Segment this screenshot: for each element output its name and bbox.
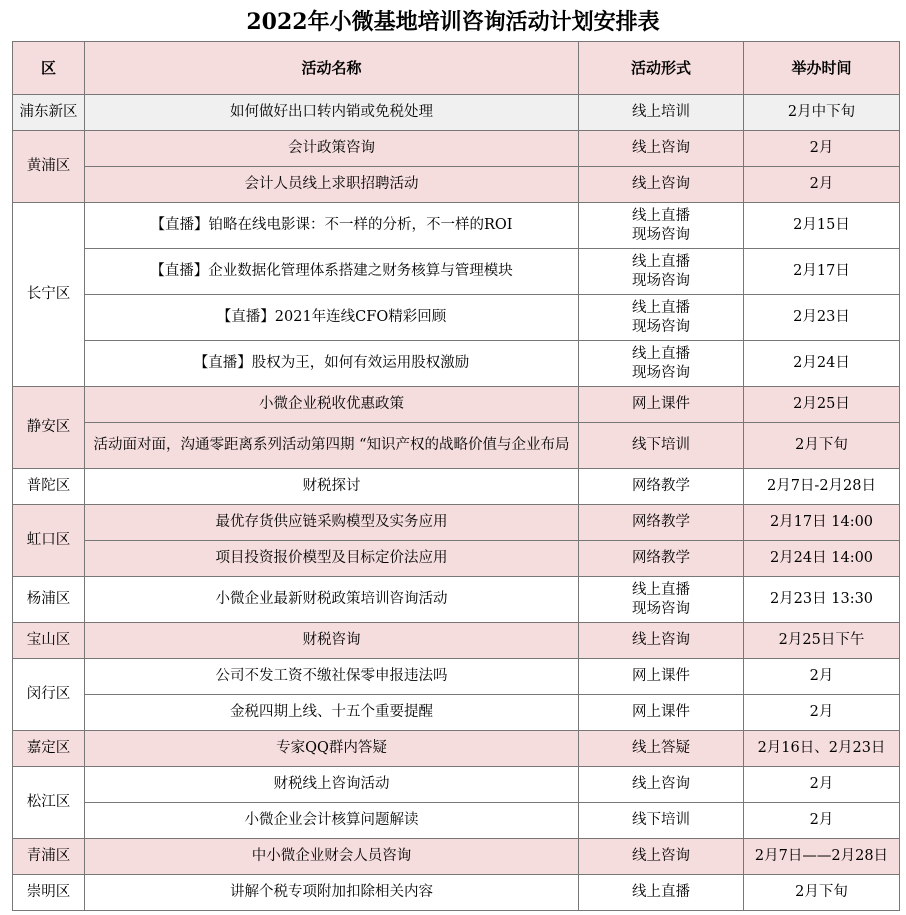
activity-name-cell: 讲解个税专项附加扣除相关内容	[85, 875, 579, 911]
table-row	[13, 423, 900, 469]
header-row	[13, 42, 900, 95]
time-cell: 2月	[744, 695, 900, 731]
district-cell: 浦东新区	[13, 95, 85, 131]
table-row	[13, 167, 900, 203]
table-row	[13, 623, 900, 659]
time-cell: 2月	[744, 659, 900, 695]
header-activity-name: 活动名称	[85, 42, 579, 95]
activity-form-line: 现场咨询	[632, 318, 690, 335]
district-cell: 静安区	[13, 387, 85, 469]
activity-form-cell: 线上答疑	[579, 731, 744, 767]
time-cell: 2月16日、2月23日	[744, 731, 900, 767]
table-row	[13, 341, 900, 387]
activity-name-cell: 活动面对面，沟通零距离系列活动第四期 “知识产权的战略价值与企业布局	[85, 423, 579, 469]
district-cell: 杨浦区	[13, 577, 85, 623]
activity-name-cell: 财税探讨	[85, 469, 579, 505]
table-row	[13, 469, 900, 505]
district-cell: 松江区	[13, 767, 85, 839]
table-row	[13, 295, 900, 341]
activity-name-cell: 如何做好出口转内销或免税处理	[85, 95, 579, 131]
activity-name-cell: 【直播】股权为王，如何有效运用股权激励	[85, 341, 579, 387]
activity-form-cell: 网上课件	[579, 387, 744, 423]
activity-form-cell: 线上咨询	[579, 131, 744, 167]
time-cell: 2月7日-2月28日	[744, 469, 900, 505]
activity-form-cell: 线上咨询	[579, 767, 744, 803]
activity-name-cell: 【直播】企业数据化管理体系搭建之财务核算与管理模块	[85, 249, 579, 295]
header-time: 举办时间	[744, 42, 900, 95]
district-cell: 黄浦区	[13, 131, 85, 203]
time-cell: 2月中下旬	[744, 95, 900, 131]
activity-name-cell: 小微企业最新财税政策培训咨询活动	[85, 577, 579, 623]
activity-name-cell: 中小微企业财会人员咨询	[85, 839, 579, 875]
header-district: 区	[13, 42, 85, 95]
time-cell: 2月17日	[744, 249, 900, 295]
time-cell: 2月24日 14:00	[744, 541, 900, 577]
activity-name-cell: 小微企业税收优惠政策	[85, 387, 579, 423]
time-cell: 2月15日	[744, 203, 900, 249]
district-cell: 普陀区	[13, 469, 85, 505]
activity-form-cell: 网络教学	[579, 505, 744, 541]
time-cell: 2月	[744, 131, 900, 167]
activity-form-cell: 网络教学	[579, 469, 744, 505]
table-row	[13, 505, 900, 541]
activity-form-cell: 线上咨询	[579, 839, 744, 875]
activity-name-cell: 会计政策咨询	[85, 131, 579, 167]
activity-form-line: 线上直播	[632, 253, 690, 270]
activity-form-line: 现场咨询	[632, 364, 690, 381]
table-row	[13, 387, 900, 423]
activity-form-line: 线上直播	[632, 207, 690, 224]
activity-form-cell: 线上直播	[579, 875, 744, 911]
time-cell: 2月23日	[744, 295, 900, 341]
header-activity-form: 活动形式	[579, 42, 744, 95]
table-row	[13, 875, 900, 911]
activity-name-cell: 金税四期上线、十五个重要提醒	[85, 695, 579, 731]
table-row	[13, 541, 900, 577]
table-row	[13, 249, 900, 295]
table-row	[13, 131, 900, 167]
table-row	[13, 659, 900, 695]
district-cell: 嘉定区	[13, 731, 85, 767]
time-cell: 2月下旬	[744, 423, 900, 469]
time-cell: 2月	[744, 803, 900, 839]
time-cell: 2月24日	[744, 341, 900, 387]
activity-name-cell: 【直播】2021年连线CFO精彩回顾	[85, 295, 579, 341]
activity-form-cell: 线上咨询	[579, 167, 744, 203]
table-row	[13, 731, 900, 767]
activity-name-cell: 财税咨询	[85, 623, 579, 659]
time-cell: 2月7日——2月28日	[744, 839, 900, 875]
activity-name-cell: 会计人员线上求职招聘活动	[85, 167, 579, 203]
activity-form-cell: 网上课件	[579, 695, 744, 731]
table-row	[13, 803, 900, 839]
time-cell: 2月25日	[744, 387, 900, 423]
activity-form-line: 线上直播	[632, 581, 690, 598]
activity-name-cell: 项目投资报价模型及目标定价法应用	[85, 541, 579, 577]
district-cell: 青浦区	[13, 839, 85, 875]
table-row	[13, 839, 900, 875]
activity-form-cell	[579, 295, 744, 341]
district-cell: 长宁区	[13, 203, 85, 387]
time-cell: 2月	[744, 167, 900, 203]
activity-form-cell	[579, 341, 744, 387]
activity-form-line: 现场咨询	[632, 272, 690, 289]
table-row	[13, 695, 900, 731]
time-cell: 2月17日 14:00	[744, 505, 900, 541]
activity-form-cell: 线上咨询	[579, 623, 744, 659]
activity-form-line: 现场咨询	[632, 226, 690, 243]
activity-form-cell: 线下培训	[579, 803, 744, 839]
activity-name-cell: 小微企业会计核算问题解读	[85, 803, 579, 839]
activity-name-cell: 财税线上咨询活动	[85, 767, 579, 803]
activity-form-cell: 线下培训	[579, 423, 744, 469]
time-cell: 2月25日下午	[744, 623, 900, 659]
activity-name-cell: 最优存货供应链采购模型及实务应用	[85, 505, 579, 541]
district-cell: 崇明区	[13, 875, 85, 911]
activity-name-cell: 【直播】铂略在线电影课：不一样的分析，不一样的ROI	[85, 203, 579, 249]
time-cell: 2月	[744, 767, 900, 803]
activity-schedule-table	[12, 41, 900, 911]
activity-form-line: 线上直播	[632, 345, 690, 362]
activity-form-cell	[579, 249, 744, 295]
district-cell: 宝山区	[13, 623, 85, 659]
activity-form-cell: 网络教学	[579, 541, 744, 577]
activity-form-line: 现场咨询	[632, 600, 690, 617]
table-row	[13, 203, 900, 249]
table-body	[13, 95, 900, 911]
table-row	[13, 577, 900, 623]
activity-form-cell	[579, 203, 744, 249]
activity-form-cell: 线上培训	[579, 95, 744, 131]
district-cell: 虹口区	[13, 505, 85, 577]
activity-name-cell: 专家QQ群内答疑	[85, 731, 579, 767]
activity-form-cell	[579, 577, 744, 623]
activity-form-line: 线上直播	[632, 299, 690, 316]
district-cell: 闵行区	[13, 659, 85, 731]
table-row	[13, 767, 900, 803]
time-cell: 2月下旬	[744, 875, 900, 911]
table-row	[13, 95, 900, 131]
time-cell: 2月23日 13:30	[744, 577, 900, 623]
activity-form-cell: 网上课件	[579, 659, 744, 695]
page-title: 2022年小微基地培训咨询活动计划安排表	[246, 9, 660, 35]
activity-name-cell: 公司不发工资不缴社保零申报违法吗	[85, 659, 579, 695]
